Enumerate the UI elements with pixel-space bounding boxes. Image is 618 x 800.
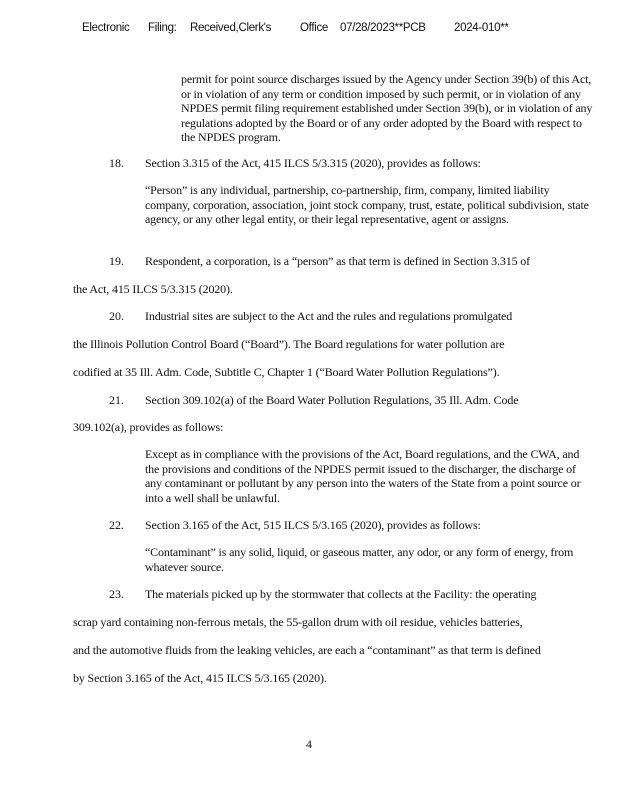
paragraph-23-line-4: by Section 3.165 of the Act, 415 ILCS 5/3.165 (2020). [73,671,327,685]
discharge-prohibition-quote: Except as in compliance with the provisions of the Act, Board regulations, and the CWA, and the provisions and conditions of the NPDES permit issued to the discharger, the discharge of any contaminant or pollutant by any person into the waters of the State from a point source or into a well shall be unlawful. [145,447,581,505]
page-number: 4 [306,737,312,751]
paragraph-21-line-1: Section 309.102(a) of the Board Water Pollution Regulations, 35 Ill. Adm. Code [145,393,519,407]
paragraph-18-text: Section 3.315 of the Act, 415 ILCS 5/3.315 (2020), provides as follows: [145,156,481,170]
contaminant-definition-quote: “Contaminant” is any solid, liquid, or gaseous matter, any odor, or any form of energy, from whatever source. [145,545,574,574]
header-received: Received,Clerk's [190,22,272,34]
paragraph-19-line-2: the Act, 415 ILCS 5/3.315 (2020). [73,282,233,296]
header-docket: 2024-010** [454,22,509,34]
person-definition-quote: “Person” is any individual, partnership, co-partnership, firm, company, limited liability company, corporation, association, joint stock company, trust, estate, political subdivision, state agency, or any other legal entity, or their legal representative, agent or assigns. [145,183,589,227]
paragraph-20-line-3: codified at 35 Ill. Adm. Code, Subtitle C, Chapter 1 (“Board Water Pollution Regulations”). [73,365,500,379]
header-filing: Filing: [148,22,177,34]
header-office: Office [300,22,329,34]
paragraph-21-line-2: 309.102(a), provides as follows: [73,420,224,434]
header-electronic: Electronic [82,22,130,34]
filing-header [82,22,602,36]
paragraph-number-19: 19. [109,254,124,268]
header-date: 07/28/2023**PCB [340,22,426,34]
paragraph-23-line-1: The materials picked up by the stormwater that collects at the Facility: the operating [145,587,537,601]
paragraph-19-line-1: Respondent, a corporation, is a “person” as that term is defined in Section 3.315 of [145,254,530,268]
continued-quote: permit for point source discharges issued by the Agency under Section 39(b) of this Act, or in violation of any term or condition imposed by such permit, or in violation of any NPDES permit filing requirement established under Section 39(b), or in violation of any regulations adopted by the Board or of any order adopted by the Board with respect to the NPDES program. [181,72,593,145]
paragraph-23-line-3: and the automotive fluids from the leaking vehicles, are each a “contaminant” as that term is defined [73,643,541,657]
paragraph-23-line-2: scrap yard containing non-ferrous metals, the 55-gallon drum with oil residue, vehicles batteries, [73,615,523,629]
paragraph-number-20: 20. [109,309,124,323]
paragraph-number-18: 18. [109,156,124,170]
paragraph-20-line-2: the Illinois Pollution Control Board (“Board”). The Board regulations for water pollution are [73,337,505,351]
paragraph-22-text: Section 3.165 of the Act, 515 ILCS 5/3.165 (2020), provides as follows: [145,518,481,532]
paragraph-number-22: 22. [109,518,124,532]
paragraph-20-line-1: Industrial sites are subject to the Act and the rules and regulations promulgated [145,309,513,323]
paragraph-number-21: 21. [109,393,124,407]
paragraph-number-23: 23. [109,587,124,601]
